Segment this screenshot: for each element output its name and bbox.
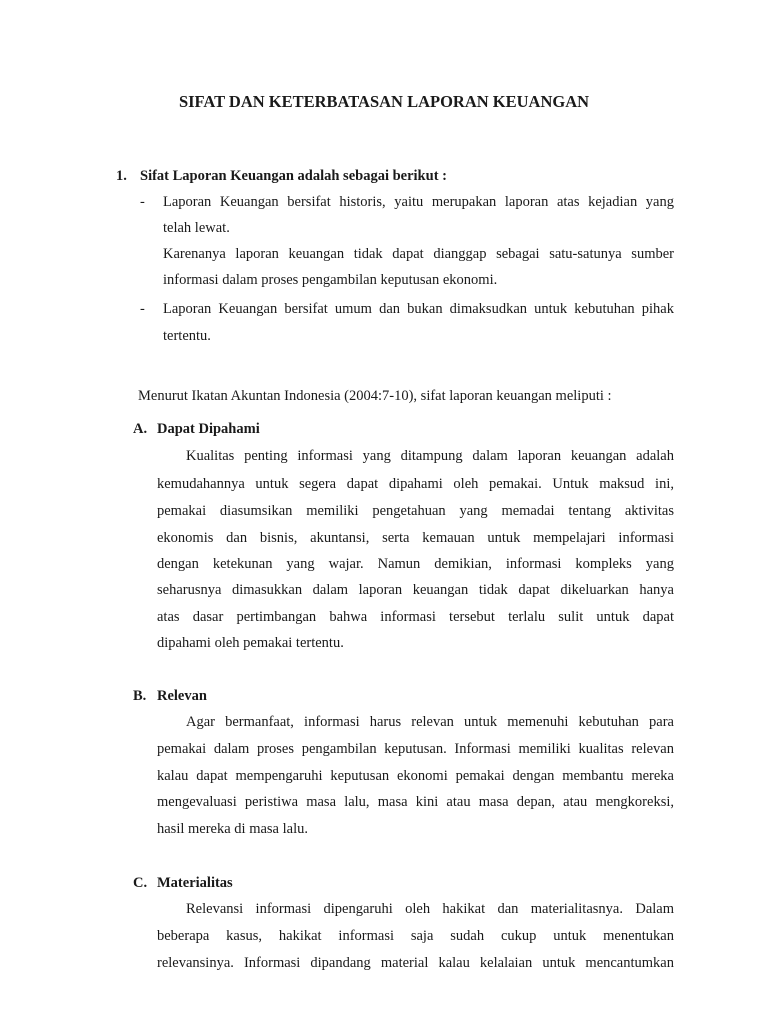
section-c-heading: Materialitas [157, 875, 233, 891]
section-b-line-1: Agar bermanfaat, informasi harus relevan untuk memenuhi kebutuhan para [186, 714, 674, 730]
bullet-dash-1: - [140, 194, 145, 210]
section-b-line-5: hasil mereka di masa lalu. [157, 821, 308, 837]
section-a-line-2: kemudahannya untuk segera dapat dipahami oleh pemakai. Untuk maksud ini, [157, 476, 674, 492]
section-c-header [0, 875, 768, 895]
section-1-header [0, 168, 768, 188]
section-1-number: 1. [116, 168, 127, 184]
section-1-line-4: informasi dalam proses pengambilan keputusan ekonomi. [163, 272, 498, 288]
page-title: SIFAT DAN KETERBATASAN LAPORAN KEUANGAN [178, 92, 590, 111]
section-a-line-4: ekonomis dan bisnis, akuntansi, serta kemauan untuk mempelajari informasi [157, 530, 674, 546]
section-a-line-3: pemakai diasumsikan memiliki pengetahuan yang memadai tentang aktivitas [157, 503, 674, 519]
section-a-line-6: seharusnya dimasukkan dalam laporan keuangan tidak dapat dikeluarkan hanya [157, 582, 674, 598]
intro-paragraph: Menurut Ikatan Akuntan Indonesia (2004:7-10), sifat laporan keuangan meliputi : [138, 388, 612, 404]
section-a-line-8: dipahami oleh pemakai tertentu. [157, 635, 344, 651]
section-1-line-2: telah lewat. [163, 220, 230, 236]
section-a-letter: A. [133, 421, 148, 437]
section-a-heading: Dapat Dipahami [157, 421, 260, 437]
section-1-line-1: Laporan Keuangan bersifat historis, yaitu merupakan laporan atas kejadian yang [163, 194, 674, 210]
section-a-line-1: Kualitas penting informasi yang ditampung dalam laporan keuangan adalah [186, 448, 674, 464]
section-c-letter: C. [133, 875, 148, 891]
section-a-line-7: atas dasar pertimbangan bahwa informasi tersebut terlalu sulit untuk dapat [157, 609, 674, 625]
section-b-heading: Relevan [157, 688, 207, 704]
section-1-heading: Sifat Laporan Keuangan adalah sebagai berikut : [140, 168, 447, 184]
section-a-line-5: dengan ketekunan yang wajar. Namun demikian, informasi kompleks yang [157, 556, 674, 572]
section-b-line-3: kalau dapat mempengaruhi keputusan ekonomi pemakai dengan membantu mereka [157, 768, 674, 784]
section-1-line-6: tertentu. [163, 328, 211, 344]
section-b-letter: B. [133, 688, 147, 704]
section-b-line-2: pemakai dalam proses pengambilan keputusan. Informasi memiliki kualitas relevan [157, 741, 674, 757]
section-1-line-3: Karenanya laporan keuangan tidak dapat dianggap sebagai satu-satunya sumber [163, 246, 674, 262]
section-c-line-3: relevansinya. Informasi dipandang material kalau kelalaian untuk mencantumkan [157, 955, 674, 971]
section-1-line-5: Laporan Keuangan bersifat umum dan bukan dimaksudkan untuk kebutuhan pihak [163, 301, 674, 317]
section-c-line-1: Relevansi informasi dipengaruhi oleh hakikat dan materialitasnya. Dalam [186, 901, 674, 917]
section-a-header [0, 421, 768, 441]
section-b-line-4: mengevaluasi peristiwa masa lalu, masa kini atau masa depan, atau mengkoreksi, [157, 794, 674, 810]
bullet-dash-2: - [140, 301, 145, 317]
section-b-header [0, 688, 768, 708]
section-c-line-2: beberapa kasus, hakikat informasi saja sudah cukup untuk menentukan [157, 928, 674, 944]
